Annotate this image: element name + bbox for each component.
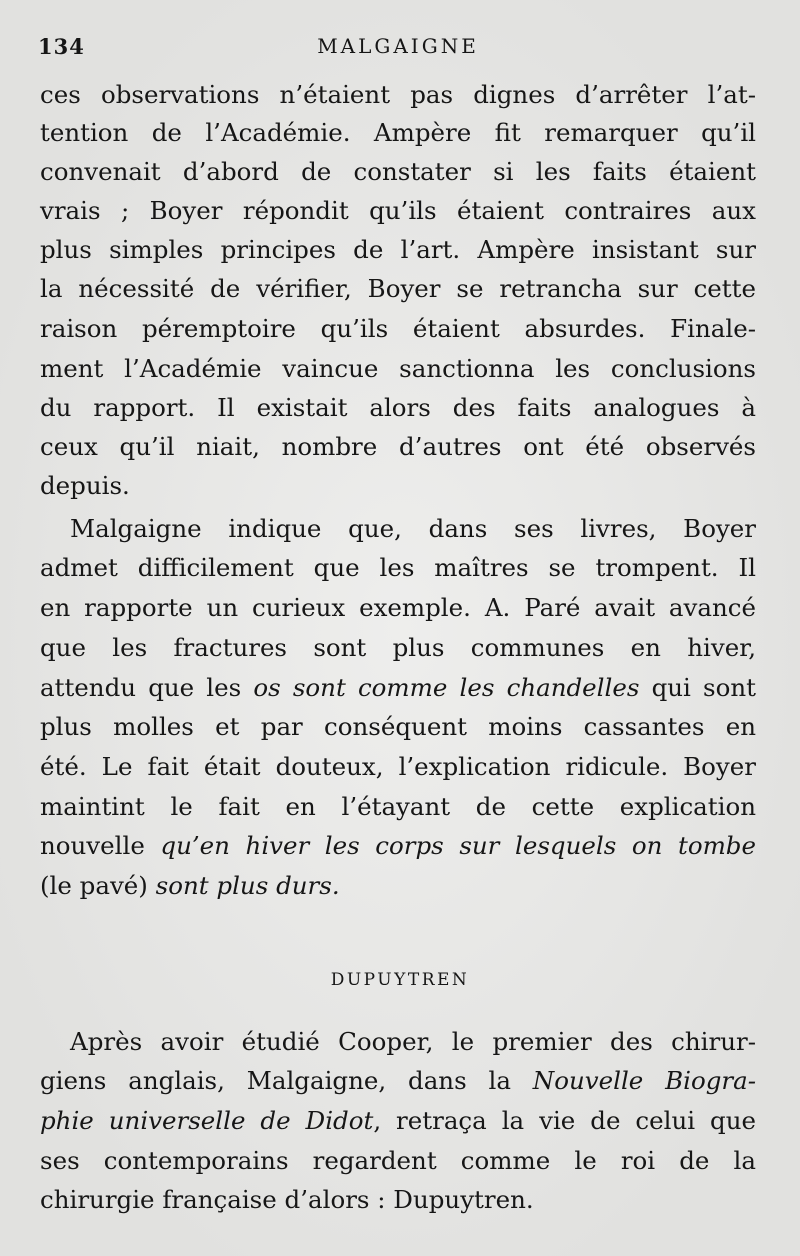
text-line: [40, 467, 756, 505]
text-line: [40, 350, 756, 388]
text-span: giens anglais, Malgaigne, dans la: [40, 1066, 533, 1095]
text-span: tention de l’Académie. Ampère fit remarquer qu’il: [40, 118, 756, 147]
text-span: qui sont: [639, 673, 756, 702]
section-heading: DUPUYTREN: [330, 970, 470, 990]
text-line: [40, 827, 756, 865]
text-span: chirurgie française d’alors : Dupuytren.: [40, 1185, 534, 1214]
text-span: été. Le fait était douteux, l’explication ridicule. Boyer: [40, 752, 756, 781]
text-span: Malgaigne indique que, dans ses livres, Boyer: [70, 514, 756, 543]
text-span: vrais ; Boyer répondit qu’ils étaient contraires aux: [40, 196, 756, 225]
text-line: [40, 114, 756, 152]
page-number: 134: [38, 34, 85, 59]
text-span: ceux qu’il niait, nombre d’autres ont été observés: [40, 432, 756, 461]
italic-text: os sont comme les chandelles: [253, 673, 640, 702]
text-span: ment l’Académie vaincue sanctionna les conclusions: [40, 354, 756, 383]
text-line: [40, 192, 756, 230]
text-span: raison péremptoire qu’ils étaient absurdes. Finale-: [40, 314, 756, 343]
text-span: depuis.: [40, 471, 130, 500]
text-span: plus molles et par conséquent moins cassantes en: [40, 712, 756, 741]
section-line: [40, 1142, 756, 1180]
text-span: nouvelle: [40, 831, 161, 860]
text-span: (le pavé): [40, 871, 156, 900]
text-line: [40, 231, 756, 269]
section-line: [70, 1023, 756, 1061]
text-span: maintint le fait en l’étayant de cette explication: [40, 792, 756, 821]
text-span: Après avoir étudié Cooper, le premier des chirur-: [70, 1027, 756, 1056]
text-line: [40, 428, 756, 466]
text-span: ses contemporains regardent comme le roi de la: [40, 1146, 756, 1175]
text-line: [40, 270, 756, 308]
text-line: [40, 748, 756, 786]
text-span: , retraça la vie de celui que: [373, 1106, 756, 1135]
running-title: MALGAIGNE: [317, 34, 479, 58]
text-line: [40, 153, 756, 191]
text-span: attendu que les: [40, 673, 254, 702]
text-line: [40, 76, 756, 114]
text-line: [40, 629, 756, 667]
text-span: admet difficilement que les maîtres se trompent. Il: [40, 553, 756, 582]
text-line: [70, 510, 756, 548]
text-span: la nécessité de vérifier, Boyer se retrancha sur cette: [40, 274, 756, 303]
text-span: ces observations n’étaient pas dignes d’arrêter l’at-: [40, 80, 756, 109]
text-line: [40, 310, 756, 348]
text-span: convenait d’abord de constater si les faits étaient: [40, 157, 756, 186]
text-span: plus simples principes de l’art. Ampère insistant sur: [40, 235, 756, 264]
text-line: [40, 708, 756, 746]
section-line: [40, 1102, 756, 1140]
text-span: que les fractures sont plus communes en hiver,: [40, 633, 756, 662]
italic-text: sont plus durs.: [155, 871, 340, 900]
text-line: [40, 867, 756, 905]
text-line: [40, 669, 756, 707]
text-span: en rapporte un curieux exemple. A. Paré avait avancé: [40, 593, 756, 622]
text-line: [40, 788, 756, 826]
italic-text: qu’en hiver les corps sur lesquels on tombe: [160, 831, 756, 860]
section-line: [40, 1181, 756, 1219]
page-header: [38, 34, 758, 64]
text-line: [40, 549, 756, 587]
section-line: [40, 1062, 756, 1100]
text-span: du rapport. Il existait alors des faits analogues à: [40, 393, 756, 422]
italic-text: Nouvelle Biogra-: [532, 1066, 756, 1095]
italic-text: phie universelle de Didot: [40, 1106, 374, 1135]
text-line: [40, 589, 756, 627]
text-line: [40, 389, 756, 427]
